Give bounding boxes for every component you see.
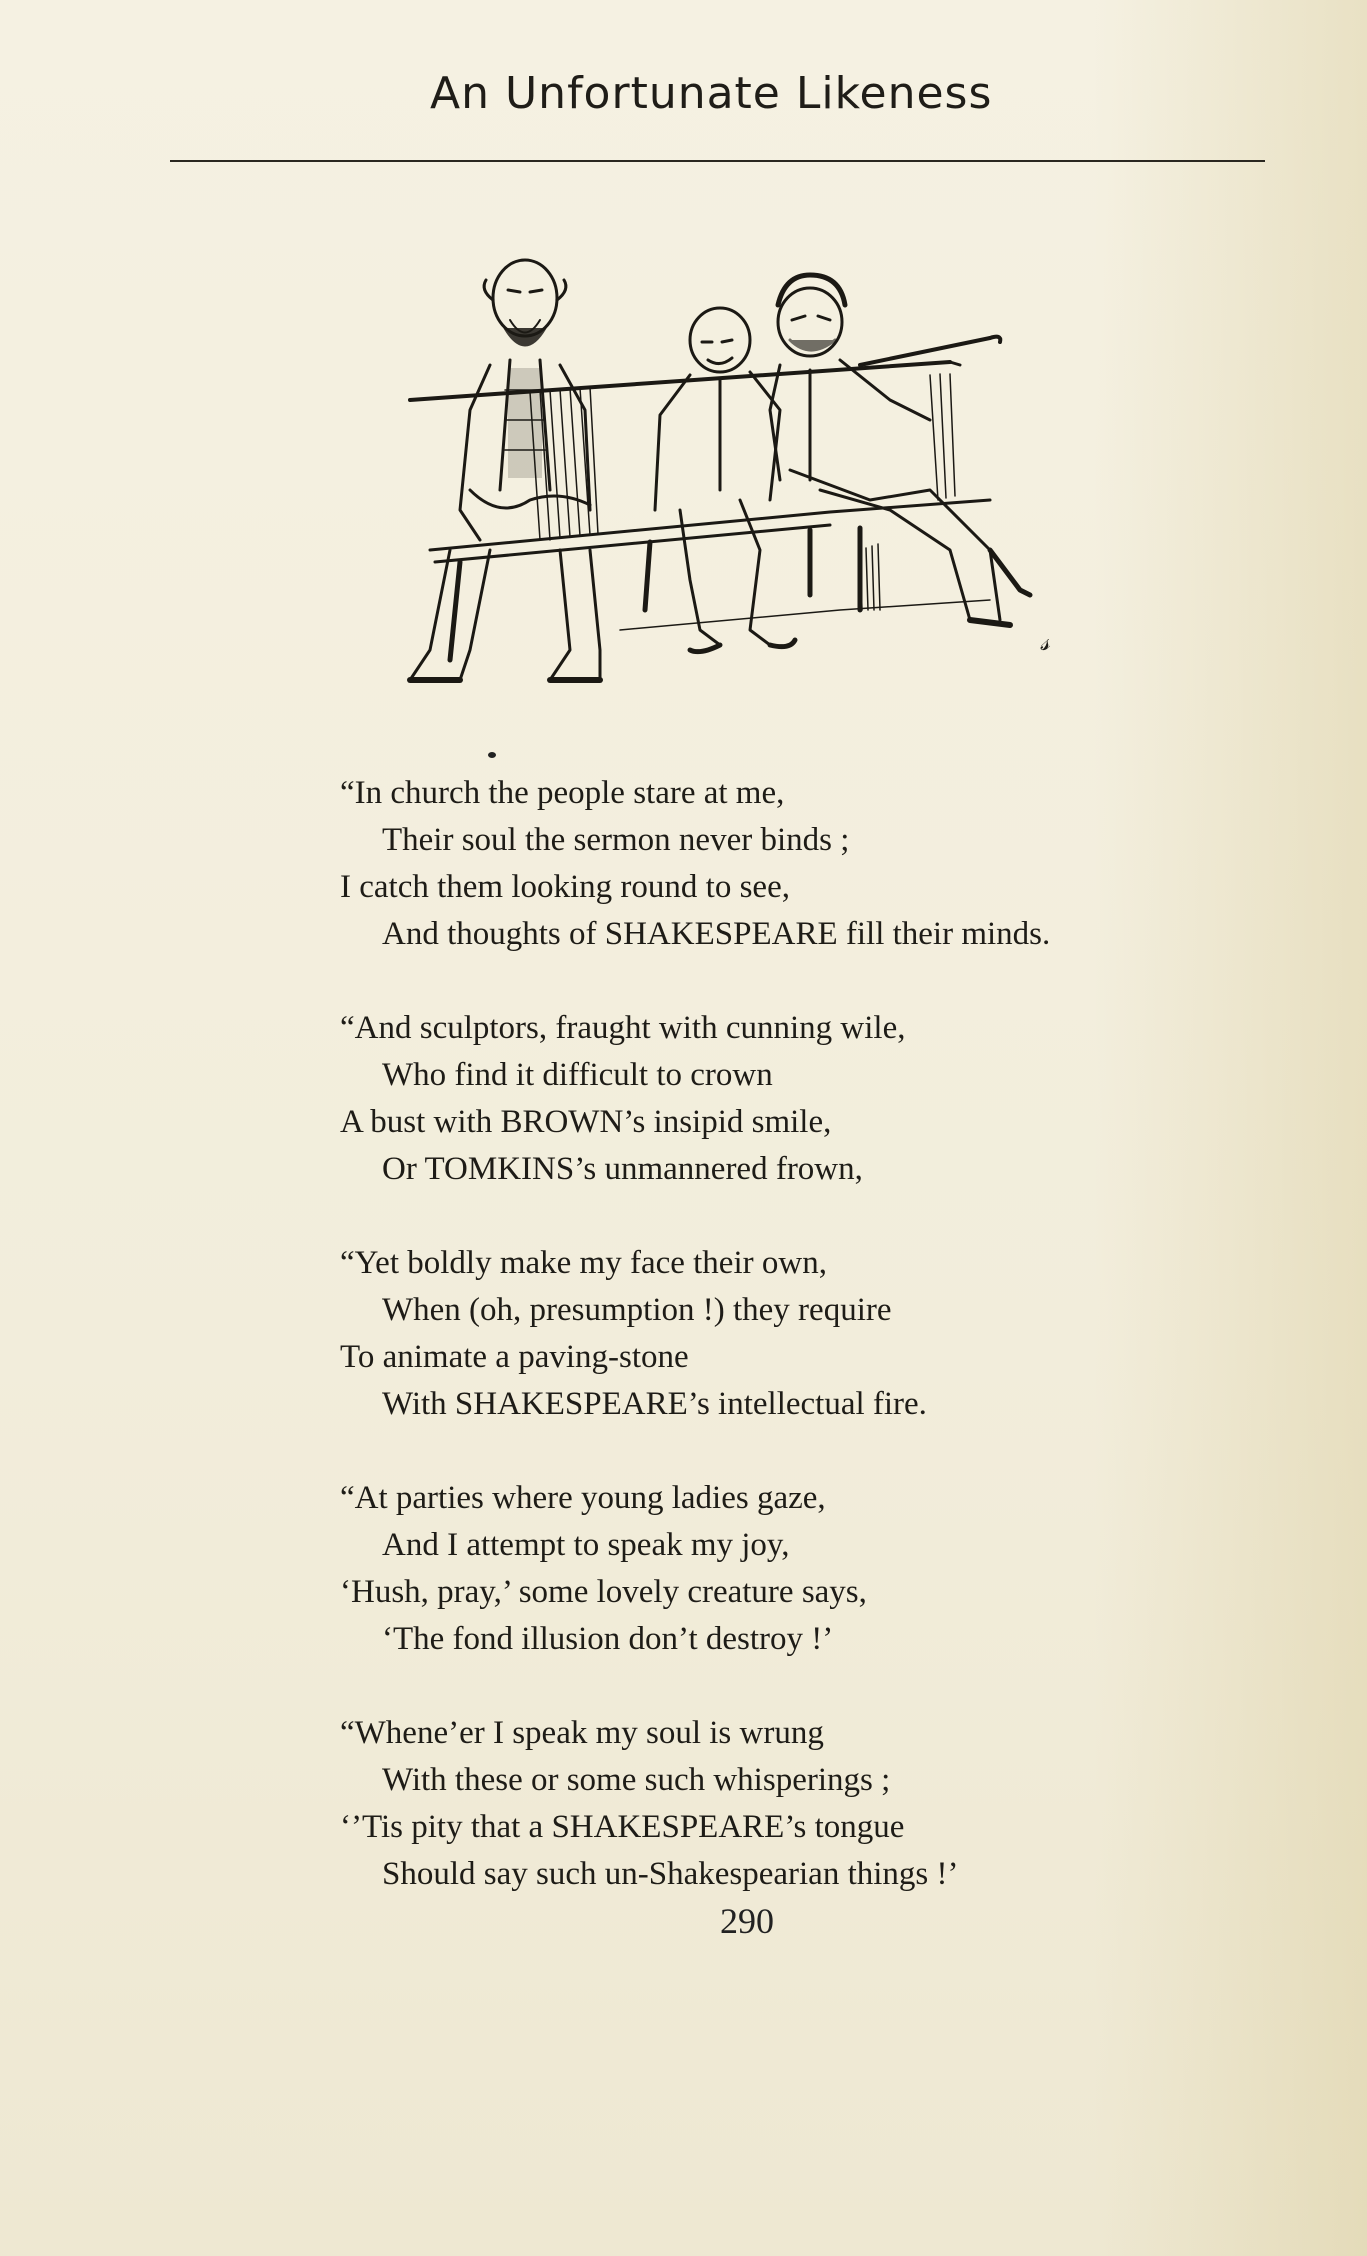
poem-line: ‘The fond illusion don’t destroy !’: [382, 1621, 834, 1657]
poem-line: I catch them looking round to see,: [340, 869, 790, 905]
poem-line: “Whene’er I speak my soul is wrung: [340, 1715, 824, 1751]
poem-line: To animate a paving-stone: [340, 1339, 689, 1375]
poem-line: “Yet boldly make my face their own,: [340, 1245, 827, 1281]
poem-line: ‘’Tis pity that a SHAKESPEARE’s tongue: [340, 1809, 905, 1845]
poem: [340, 770, 1240, 1945]
stanza-5: [340, 1710, 1240, 1898]
poem-line: With SHAKESPEARE’s intellectual fire.: [382, 1386, 927, 1422]
poem-line: ‘Hush, pray,’ some lovely creature says,: [340, 1574, 867, 1610]
page-title: An Unfortunate Likeness: [430, 68, 993, 119]
poem-line: With these or some such whisperings ;: [382, 1762, 891, 1798]
poem-line: Should say such un-Shakespearian things !’: [382, 1856, 959, 1892]
poem-line: Or TOMKINS’s unmannered frown,: [382, 1151, 863, 1187]
poem-line: And I attempt to speak my joy,: [382, 1527, 790, 1563]
bench-illustration: [390, 250, 1110, 690]
page-number: 290: [720, 1901, 774, 1941]
poem-line: And thoughts of SHAKESPEARE fill their minds.: [382, 916, 1051, 952]
stanza-2: [340, 1005, 1240, 1193]
poem-line: A bust with BROWN’s insipid smile,: [340, 1104, 832, 1140]
header-rule: [170, 160, 1265, 162]
poem-line: When (oh, presumption !) they require: [382, 1292, 892, 1328]
stanza-1: [340, 770, 1240, 958]
poem-line: Their soul the sermon never binds ;: [382, 822, 850, 858]
poem-line: Who find it difficult to crown: [382, 1057, 773, 1093]
poem-line: “At parties where young ladies gaze,: [340, 1480, 826, 1516]
ink-dot: [488, 752, 496, 758]
stanza-4: [340, 1475, 1240, 1663]
poem-line: “In church the people stare at me,: [340, 775, 785, 811]
stanza-3: [340, 1240, 1240, 1428]
artist-signature: 𝓈: [1040, 627, 1050, 657]
poem-line: “And sculptors, fraught with cunning wile,: [340, 1010, 906, 1046]
